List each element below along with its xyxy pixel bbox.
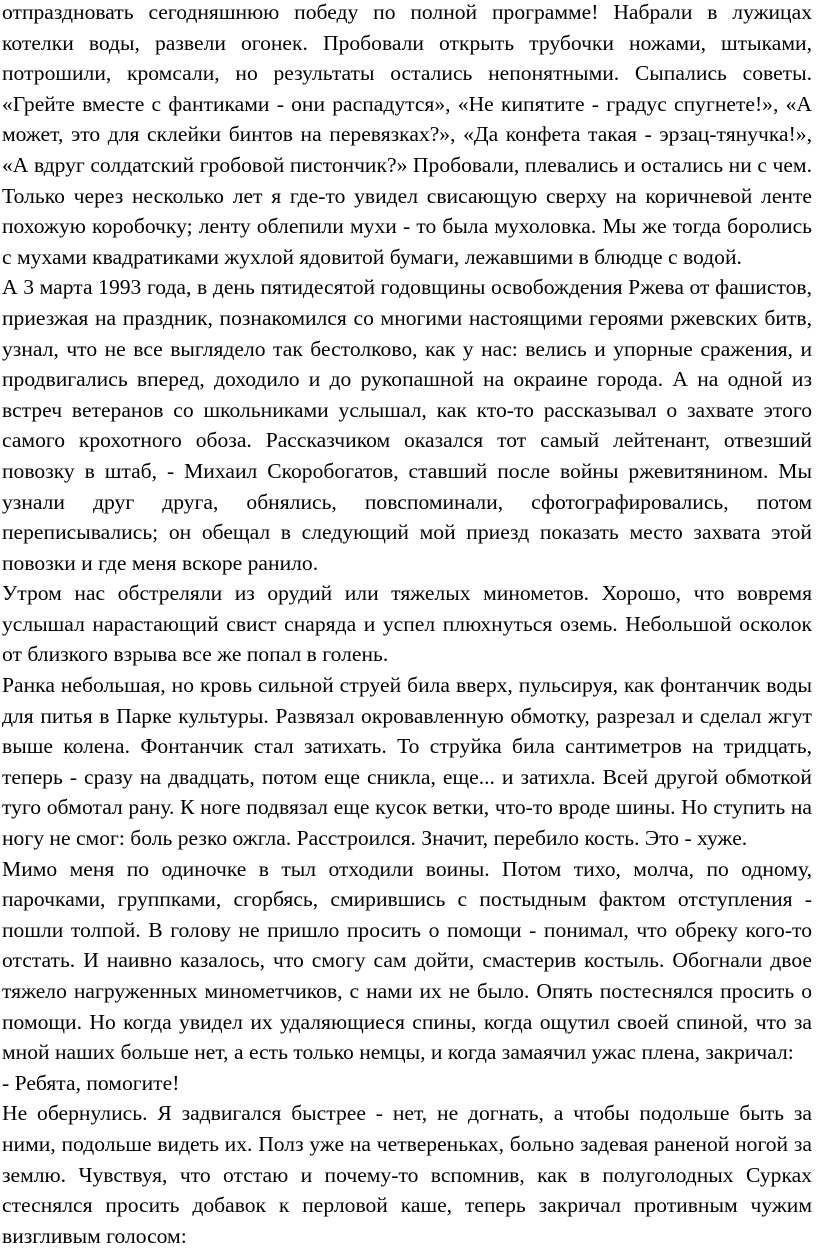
paragraph-rzhev-anniversary: А 3 марта 1993 года, в день пятидесятой годовщины освобождения Ржева от фашистов, приезжая на праздник, познакомился со многими настоящими героями ржевских битв, узнал, что не все выглядело так бестолково, как у нас: велись и упорные сражения, и продвигались вперед, доходило и до рукопашной на окраине города. А на одной из встреч ветеранов со школьниками услышал, как кто-то рассказывал о захвате этого самого крохотного обоза. Рассказчиком оказался тот самый лейтенант, отвезший повозку в штаб, - Михаил Скоробогатов, ставший после войны ржевитянином. Мы узнали друг друга, обнялись, повспоминали, сфотографировались, потом переписывались; он обещал в следующий мой приезд показать место захвата этой повозки и где меня вскоре ранило. [2, 275, 812, 575]
paragraph-call-for-help: - Ребята, помогите! [2, 1070, 180, 1095]
paragraph-wound: Ранка небольшая, но кровь сильной струей била вверх, пульсируя, как фонтанчик воды для питья в Парке культуры. Развязал окровавленную обмотку, разрезал и сделал жгут выше колена. Фонтанчик стал затихать. То струйка била сантиметров на тридцать, теперь - сразу на двадцать, потом еще сникла, еще... и затихла. Всей другой обмоткой туго обмотал рану. К ноге подвязал еще кусок ветки, что-то вроде шины. Но ступить на ногу не смог: боль резко ожгла. Расстроился. Значит, перебило кость. Это - хуже. [2, 673, 812, 851]
paragraph-morning-shelling: Утром нас обстреляли из орудий или тяжелых минометов. Хорошо, что вовремя услышал нарастающий свист снаряда и успел плюхнуться оземь. Небольшой осколок от близкого взрыва все же попал в голень. [2, 581, 812, 667]
paragraph-celebration: отпраздновать сегодняшнюю победу по полной программе! Набрали в лужицах котелки воды, развели огонек. Пробовали открыть трубочки ножами, штыками, потрошили, кромсали, но результаты остались непонятными. Сыпались советы. «Грейте вместе с фантиками - они распадутся», «Не кипятите - градус спугнете!», «А может, это для склейки бинтов на перевязках?», «Да конфета такая - эрзац-тянучка!», «А вдруг солдатский гробовой пистончик?» Пробовали, плевались и остались ни с чем. Только через несколько лет я где-то увидел свисающую сверху на коричневой ленте похожую коробочку; ленту облепили мухи - то была мухоловка. Мы же тогда боролись с мухами квадратиками жухлой ядовитой бумаги, лежавшими в блюдце с водой. [2, 0, 812, 269]
paragraph-crawling: Не обернулись. Я задвигался быстрее - нет, не догнать, а чтобы подольше быть за ними, подольше видеть их. Полз уже на четвереньках, больно задевая раненой ногой за землю. Чувствуя, что отстаю и почему-то вспомнив, как в полуголодных Сурках стеснялся просить добавок к перловой каше, теперь закричал противным чужим визгливым голосом: [2, 1101, 812, 1248]
paragraph-retreat: Мимо меня по одиночке в тыл отходили воины. Потом тихо, молча, по одному, парочками, группками, сгорбясь, смирившись с постыдным фактом отступления - пошли толпой. В голову не пришло просить о помощи - понимал, что обреку кого-то отстать. И наивно казалось, что смогу сам дойти, смастерив костыль. Обогнали двое тяжело нагруженных минометчиков, с нами их не было. Опять постеснялся просить о помощи. Но когда увидел их удаляющиеся спины, когда ощутил своей спиной, что за мной наших больше нет, а есть только немцы, и когда замаячил ужас плена, закричал: [2, 856, 812, 1065]
